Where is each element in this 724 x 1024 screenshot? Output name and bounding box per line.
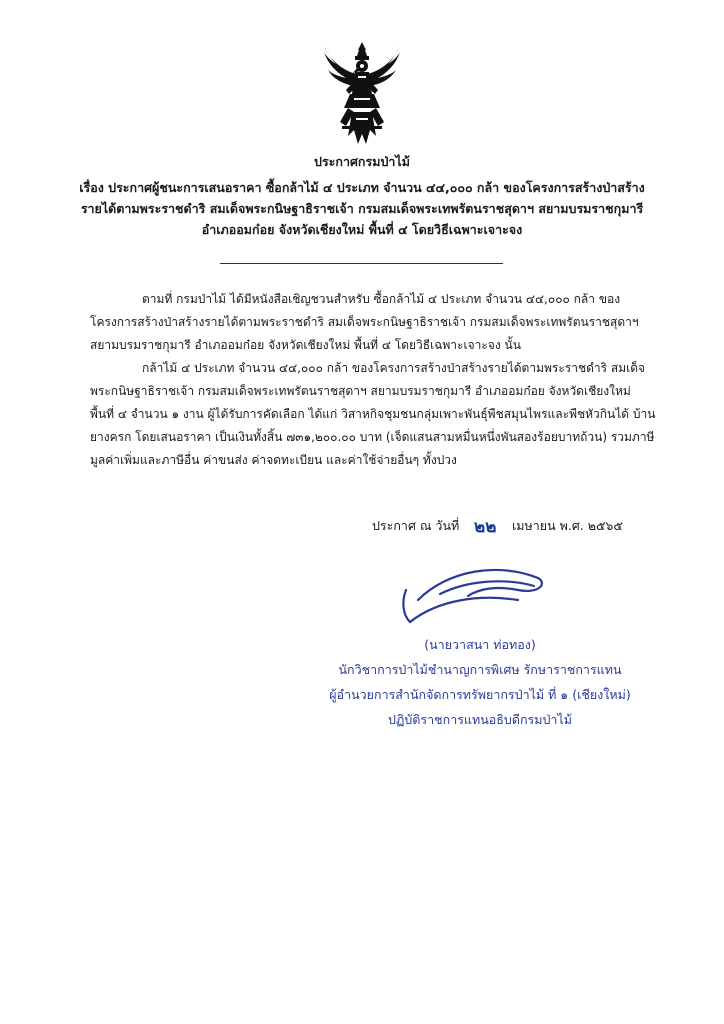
handwritten-signature [388,560,558,630]
signatory-block [220,632,724,732]
date-day: ๒๒ [474,517,497,537]
title-divider [220,263,503,264]
date-prefix: ประกาศ ณ วันที่ [372,518,460,533]
body-paragraph-1: ตามที่ กรมป่าไม้ ได้มีหนังสือเชิญชวนสำหรับ ซื้อกล้าไม้ ๔ ประเภท จำนวน ๔๔,๐๐๐ กล้า ของโครงการสร้างป่าสร้างรายได้ตามพระราชดำริ สมเด็จพระกนิษฐาธิราชเจ้า กรมสมเด็จพระเทพรัตนราชสุดาฯ สยามบรมราชกุมารี อำเภออมก๋อย จังหวัดเชียงใหม่ พื้นที่ ๔ โดยวิธีเฉพาะเจาะจง นั้น [90,292,639,352]
document-subject: เรื่อง ประกาศผู้ชนะการเสนอราคา ซื้อกล้าไม้ ๔ ประเภท จำนวน ๔๔,๐๐๐ กล้า ของโครงการสร้างป่าสร้างรายได้ตามพระราชดำริ สมเด็จพระกนิษฐาธิราชเจ้า กรมสมเด็จพระเทพรัตนราชสุดาฯ สยามบรมราชกุมารี อำเภออมก๋อย จังหวัดเชียงใหม่ พื้นที่ ๔ โดยวิธีเฉพาะเจาะจง [79,180,645,237]
signatory-name: (นายวาสนา ท่อทอง) [424,637,536,652]
signatory-position-3: ปฏิบัติราชการแทนอธิบดีกรมป่าไม้ [388,712,572,727]
signatory-position-2: ผู้อำนวยการสำนักจัดการทรัพยากรป่าไม้ ที่ ๑ (เชียงใหม่) [329,687,631,702]
document-title: ประกาศกรมป่าไม้ [314,154,410,169]
date-month-year: เมษายน พ.ศ. ๒๕๖๕ [512,518,623,533]
body-paragraph-2: กล้าไม้ ๔ ประเภท จำนวน ๔๔,๐๐๐ กล้า ของโครงการสร้างป่าสร้างรายได้ตามพระราชดำริ สมเด็จพระกนิษฐาธิราชเจ้า กรมสมเด็จพระเทพรัตนราชสุดาฯ สยามบรมราชกุมารี อำเภออมก๋อย จังหวัดเชียงใหม่ พื้นที่ ๔ จำนวน ๑ งาน ผู้ได้รับการคัดเลือก ได้แก่ วิสาหกิจชุมชนกลุ่มเพาะพันธุ์พืชสมุนไพรและพืชหัวกินได้ บ้านยางครก โดยเสนอราคา เป็นเงินทั้งสิ้น ๗๓๑,๒๐๐.๐๐ บาท (เจ็ดแสนสามหมื่นหนึ่งพันสองร้อยบาทถ้วน) รวมภาษีมูลค่าเพิ่มและภาษีอื่น ค่าขนส่ง ค่าจดทะเบียน และค่าใช้จ่ายอื่นๆ ทั้งปวง [90,361,656,467]
garuda-emblem-icon [322,40,402,150]
signatory-position-1: นักวิชาการป่าไม้ชำนาญการพิเศษ รักษาราชการแทน [338,662,622,677]
